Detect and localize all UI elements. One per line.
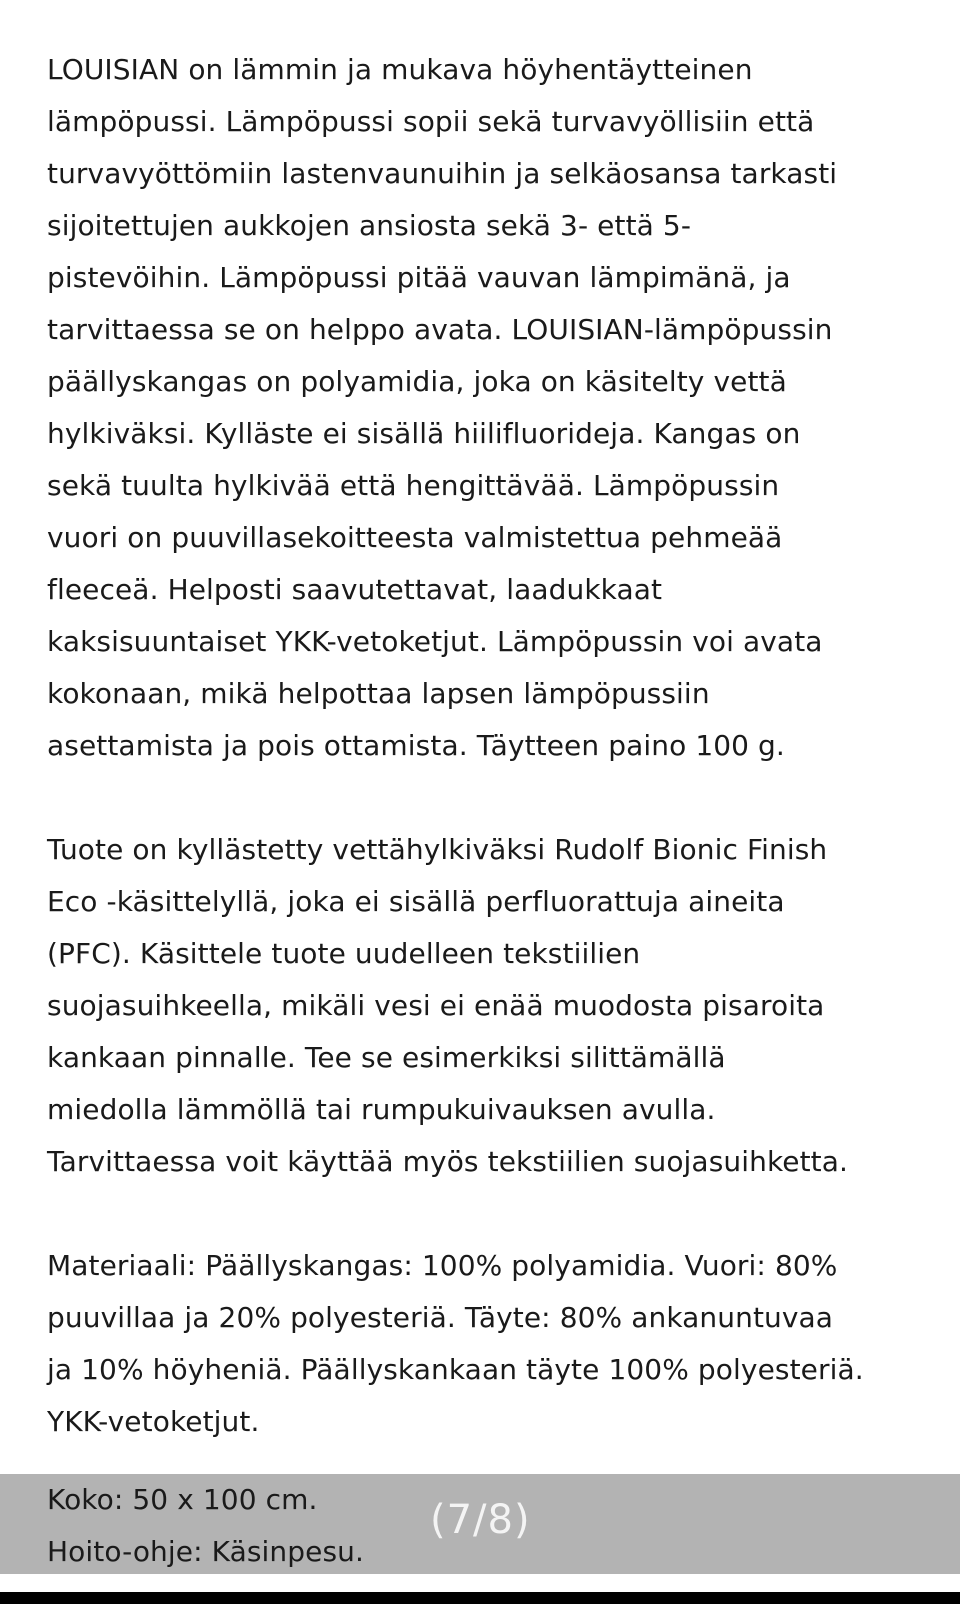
text-line: Tarvittaessa voit käyttää myös tekstiilien suojasuihketta. (47, 1145, 849, 1178)
text-line: (PFC). Käsittele tuote uudelleen tekstiilien (47, 937, 641, 970)
description-paragraph-treatment (47, 824, 927, 1188)
size-line: Koko: 50 x 100 cm. (47, 1483, 318, 1516)
bottom-edge-bar (0, 1592, 960, 1604)
text-line: Tuote on kyllästetty vettähylkiväksi Rudolf Bionic Finish (47, 833, 828, 866)
text-line: sijoitettujen aukkojen ansiosta sekä 3- että 5- (47, 209, 692, 242)
text-line: kokonaan, mikä helpottaa lapsen lämpöpussiin (47, 677, 710, 710)
text-line: YKK-vetoketjut. (47, 1405, 260, 1438)
text-line: miedolla lämmöllä tai rumpukuivauksen avulla. (47, 1093, 716, 1126)
care-line: Hoito-ohje: Käsinpesu. (47, 1535, 365, 1568)
text-line: puuvillaa ja 20% polyesteriä. Täyte: 80% ankanuntuvaa (47, 1301, 834, 1334)
image-counter: (7/8) (430, 1497, 531, 1543)
text-line: pistevöihin. Lämpöpussi pitää vauvan lämpimänä, ja (47, 261, 791, 294)
text-line: asettamista ja pois ottamista. Täytteen paino 100 g. (47, 729, 785, 762)
text-line: kankaan pinnalle. Tee se esimerkiksi silittämällä (47, 1041, 726, 1074)
text-line: fleeceä. Helposti saavutettavat, laadukkaat (47, 573, 663, 606)
text-line: suojasuihkeella, mikäli vesi ei enää muodosta pisaroita (47, 989, 825, 1022)
text-line: Materiaali: Päällyskangas: 100% polyamidia. Vuori: 80% (47, 1249, 838, 1282)
text-line: vuori on puuvillasekoitteesta valmistettua pehmeää (47, 521, 783, 554)
description-paragraph-materials (47, 1240, 927, 1448)
product-description (47, 44, 927, 1448)
text-line: LOUISIAN on lämmin ja mukava höyhentäytteinen (47, 53, 753, 86)
description-paragraph-intro (47, 44, 927, 772)
text-line: Eco -käsittelyllä, joka ei sisällä perfluorattuja aineita (47, 885, 785, 918)
text-line: turvavyöttömiin lastenvaunuihin ja selkäosansa tarkasti (47, 157, 838, 190)
text-line: sekä tuulta hylkivää että hengittävää. Lämpöpussin (47, 469, 780, 502)
text-line: päällyskangas on polyamidia, joka on käsitelty vettä (47, 365, 787, 398)
text-line: kaksisuuntaiset YKK-vetoketjut. Lämpöpussin voi avata (47, 625, 823, 658)
text-line: tarvittaessa se on helppo avata. LOUISIAN-lämpöpussin (47, 313, 833, 346)
text-line: ja 10% höyheniä. Päällyskankaan täyte 100% polyesteriä. (47, 1353, 864, 1386)
text-line: hylkiväksi. Kylläste ei sisällä hiilifluorideja. Kangas on (47, 417, 801, 450)
text-line: lämpöpussi. Lämpöpussi sopii sekä turvavyöllisiin että (47, 105, 815, 138)
